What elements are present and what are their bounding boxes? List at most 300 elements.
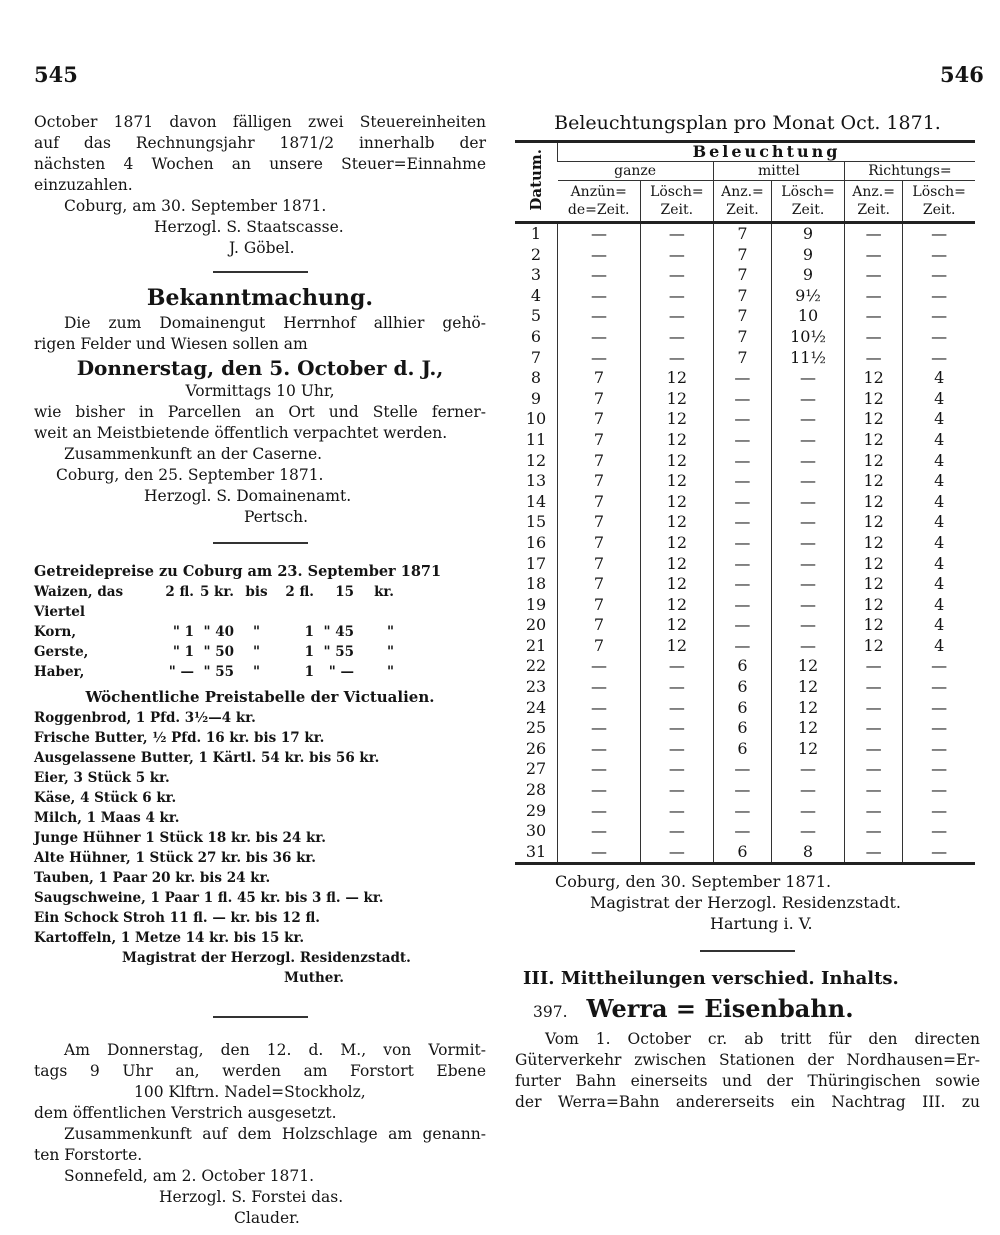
time-cell: 7 [558, 409, 641, 430]
time-cell: 10 [772, 306, 845, 327]
col-header: Zeit. [660, 202, 694, 218]
time-cell: — [903, 348, 975, 369]
time-cell: — [640, 656, 713, 677]
subheader-mittel: mittel [713, 162, 844, 181]
time-cell: — [844, 265, 902, 286]
place-date: Coburg, den 30. September 1871. [555, 872, 832, 892]
grain-cell-bis: " [252, 644, 261, 660]
time-cell: — [640, 780, 713, 801]
grain-title: Getreidepreise zu Coburg am 23. September 1871 [34, 563, 442, 580]
time-cell: 9 [772, 245, 845, 266]
time-cell: 12 [844, 512, 902, 533]
date-cell: 24 [525, 697, 547, 717]
divider [213, 542, 308, 544]
text-line: Güterverkehr zwischen Stationen der Nordhausen=Er- [515, 1051, 980, 1070]
time-cell: — [558, 842, 641, 864]
table-row [515, 677, 975, 698]
grain-cell-e: " 45 [323, 624, 354, 640]
time-cell: — [640, 265, 713, 286]
time-cell: — [772, 368, 845, 389]
time-cell: 4 [903, 554, 975, 575]
grain-cell-b: 5 kr. [199, 584, 234, 600]
text-line: der Werra=Bahn andererseits ein Nachtrag III. zu [515, 1093, 980, 1112]
time-cell: — [772, 554, 845, 575]
time-cell: 4 [903, 595, 975, 616]
page-number-right: 546 [940, 62, 984, 87]
time-cell: 12 [844, 409, 902, 430]
time-cell: — [713, 389, 771, 410]
time-cell: — [558, 348, 641, 369]
time-cell: — [640, 759, 713, 780]
grain-cell-a: " 1 [172, 624, 194, 640]
time-cell: — [640, 698, 713, 719]
time-cell: — [640, 842, 713, 864]
time-cell: — [713, 574, 771, 595]
time-cell: — [713, 615, 771, 636]
grain-cell-name: Waizen, das Viertel [34, 584, 124, 620]
date-cell: 18 [525, 574, 547, 594]
time-cell: 7 [713, 223, 771, 245]
office: Herzogl. S. Domainenamt. [144, 487, 352, 505]
time-cell: 12 [844, 595, 902, 616]
table-row [515, 533, 975, 554]
time-cell: — [772, 759, 845, 780]
time-cell: — [558, 821, 641, 842]
place-date: Coburg, am 30. September 1871. [64, 197, 327, 215]
date-cell: 6 [530, 326, 542, 346]
time-cell: 7 [558, 636, 641, 657]
right-column [515, 112, 980, 1113]
time-cell: 12 [640, 512, 713, 533]
time-cell: — [772, 780, 845, 801]
date-cell: 27 [525, 759, 547, 779]
time-cell: 6 [713, 656, 771, 677]
victual-item: Käse, 4 Stück 6 kr. [34, 790, 177, 806]
grain-cell-bis: " [252, 664, 261, 680]
grain-cell-f: " [386, 664, 394, 680]
grain-cell-name: Korn, [34, 624, 77, 640]
time-cell: 7 [558, 615, 641, 636]
time-cell: 7 [558, 595, 641, 616]
time-cell: — [772, 451, 845, 472]
time-cell: 12 [640, 409, 713, 430]
datum-header: Datum. [515, 142, 558, 223]
victual-prices [34, 686, 486, 988]
text-line: Am Donnerstag, den 12. d. M., von Vormit- [64, 1041, 486, 1059]
time-cell: 12 [844, 636, 902, 657]
time-cell: — [713, 430, 771, 451]
table-row [515, 286, 975, 307]
table-row [515, 698, 975, 719]
time-cell: 7 [558, 451, 641, 472]
time-cell: — [844, 780, 902, 801]
grain-cell-d: 2 fl. [285, 584, 314, 600]
time-cell: 12 [640, 368, 713, 389]
col-header: Lösch= [912, 184, 966, 200]
time-cell: 4 [903, 368, 975, 389]
time-cell: 4 [903, 471, 975, 492]
time-cell: 7 [558, 574, 641, 595]
time-cell: 12 [844, 492, 902, 513]
grain-table [34, 582, 486, 682]
time-cell: — [772, 574, 845, 595]
victual-item: Saugschweine, 1 Paar 1 fl. 45 kr. bis 3 fl. — kr. [34, 890, 384, 906]
time-cell: 12 [772, 698, 845, 719]
date-cell: 14 [525, 491, 547, 511]
time-cell: — [558, 656, 641, 677]
time-cell: 6 [713, 718, 771, 739]
victual-item: Milch, 1 Maas 4 kr. [34, 810, 180, 826]
grain-cell-bis: bis [245, 584, 268, 600]
time-cell: 6 [713, 677, 771, 698]
victual-item: Roggenbrod, 1 Pfd. 3½—4 kr. [34, 710, 256, 726]
time-cell: — [772, 409, 845, 430]
grain-row [34, 622, 486, 642]
signature: J. Göbel. [229, 239, 295, 257]
wood-auction [34, 1040, 486, 1229]
date-cell: 29 [525, 800, 547, 820]
date-cell: 15 [525, 512, 547, 532]
victual-item: Frische Butter, ½ Pfd. 16 kr. bis 17 kr. [34, 730, 325, 746]
time-cell: — [903, 780, 975, 801]
time-cell: — [844, 677, 902, 698]
place-date: Coburg, den 25. September 1871. [56, 466, 324, 484]
victuals-list [34, 708, 486, 948]
date-cell: 23 [525, 677, 547, 697]
office: Herzogl. S. Forstei das. [159, 1188, 344, 1206]
table-title: Beleuchtungsplan pro Monat Oct. 1871. [554, 112, 941, 134]
time-cell: 7 [558, 430, 641, 451]
text-line: October 1871 davon fälligen zwei Steuereinheiten [34, 113, 486, 131]
time-cell: — [558, 677, 641, 698]
date-cell: 3 [530, 265, 542, 285]
col-header: Zeit. [922, 202, 956, 218]
time-cell: — [903, 327, 975, 348]
signature: Clauder. [234, 1209, 300, 1227]
office: Herzogl. S. Staatscasse. [154, 218, 344, 236]
time-cell: — [844, 842, 902, 864]
time-cell: — [713, 512, 771, 533]
time-cell: — [713, 801, 771, 822]
grain-cell-e: 15 [335, 584, 354, 600]
time-cell: — [844, 718, 902, 739]
time-cell: — [903, 718, 975, 739]
time-cell: — [558, 265, 641, 286]
date-cell: 5 [530, 306, 542, 326]
time-cell: — [713, 471, 771, 492]
time-cell: — [903, 223, 975, 245]
table-row [515, 492, 975, 513]
time-cell: — [713, 554, 771, 575]
time-cell: — [844, 245, 902, 266]
time-cell: 4 [903, 512, 975, 533]
table-row [515, 223, 975, 245]
date-cell: 7 [530, 347, 542, 367]
grain-cell-a: " 1 [172, 644, 194, 660]
victual-item: Alte Hühner, 1 Stück 27 kr. bis 36 kr. [34, 850, 317, 866]
date-cell: 26 [525, 738, 547, 758]
date-cell: 16 [525, 532, 547, 552]
grain-cell-d: 1 [304, 664, 314, 680]
time-cell: 11½ [772, 348, 845, 369]
section-number: III. [523, 968, 555, 990]
time-cell: — [713, 492, 771, 513]
divider [213, 1016, 308, 1018]
signature: Muther. [284, 970, 344, 986]
time-cell: — [713, 821, 771, 842]
col-header: Anz.= [721, 184, 764, 200]
text-line: Die zum Domainengut Herrnhof allhier gehö- [64, 314, 486, 332]
grain-cell-d: 1 [304, 624, 314, 640]
time-cell: — [772, 636, 845, 657]
col-header: Zeit. [857, 202, 890, 218]
table-row [515, 512, 975, 533]
time-cell: 12 [844, 471, 902, 492]
table-row [515, 409, 975, 430]
table-row [515, 656, 975, 677]
time-cell: 12 [844, 389, 902, 410]
time-cell: — [640, 245, 713, 266]
grain-row [34, 642, 486, 662]
time-cell: — [844, 739, 902, 760]
time-cell: — [772, 615, 845, 636]
time-cell: — [640, 739, 713, 760]
grain-cell-f: kr. [374, 584, 394, 600]
time-cell: 4 [903, 636, 975, 657]
time-cell: 7 [558, 389, 641, 410]
grain-cell-b: " 50 [203, 644, 234, 660]
lighting-table [515, 140, 975, 865]
text-line: ten Forstorte. [34, 1146, 143, 1164]
time-cell: — [713, 759, 771, 780]
grain-cell-f: " [386, 624, 394, 640]
time-cell: — [772, 492, 845, 513]
date-cell: 20 [525, 615, 547, 635]
time-cell: 12 [772, 718, 845, 739]
section-iii [515, 966, 980, 1113]
date-cell: 17 [525, 553, 547, 573]
notice-title: Bekanntmachung. [146, 285, 374, 311]
time-cell: — [558, 759, 641, 780]
table-signature [515, 871, 980, 934]
victual-item: Eier, 3 Stück 5 kr. [34, 770, 170, 786]
time-cell: 4 [903, 533, 975, 554]
time-cell: — [640, 286, 713, 307]
time-cell: 12 [640, 451, 713, 472]
time-cell: — [844, 698, 902, 719]
time-cell: — [772, 595, 845, 616]
auction-time: Vormittags 10 Uhr, [185, 382, 335, 400]
date-cell: 25 [525, 718, 547, 738]
time-cell: — [640, 801, 713, 822]
time-cell: 7 [713, 306, 771, 327]
grain-cell-a: 2 fl. [165, 584, 194, 600]
text-line: weit an Meistbietende öffentlich verpachtet werden. [34, 424, 448, 442]
grain-cell-e: " 55 [323, 644, 354, 660]
time-cell: — [558, 780, 641, 801]
text-line: nächsten 4 Wochen an unsere Steuer=Einnahme [34, 155, 486, 173]
table-row [515, 821, 975, 842]
table-row [515, 430, 975, 451]
text-line: tags 9 Uhr an, werden am Forstort Ebene [34, 1062, 486, 1080]
text-line: furter Bahn einerseits und der Thüringischen sowie [515, 1072, 980, 1091]
auction-date: Donnerstag, den 5. October d. J., [76, 356, 444, 380]
time-cell: — [558, 739, 641, 760]
time-cell: — [558, 306, 641, 327]
time-cell: 7 [713, 245, 771, 266]
table-row [515, 368, 975, 389]
time-cell: — [772, 512, 845, 533]
grain-cell-name: Haber, [34, 664, 85, 680]
grain-cell-bis: " [252, 624, 261, 640]
table-row [515, 327, 975, 348]
time-cell: 4 [903, 430, 975, 451]
time-cell: — [713, 451, 771, 472]
table-row [515, 595, 975, 616]
time-cell: 9 [772, 265, 845, 286]
group-header: Beleuchtung [558, 142, 976, 162]
time-cell: 7 [558, 368, 641, 389]
table-row [515, 636, 975, 657]
grain-prices [34, 562, 486, 682]
time-cell: 12 [640, 615, 713, 636]
text-line: einzuzahlen. [34, 176, 133, 194]
text-line: auf das Rechnungsjahr 1871/2 innerhalb der [34, 134, 486, 152]
time-cell: 12 [772, 677, 845, 698]
time-cell: 6 [713, 698, 771, 719]
victual-item: Ein Schock Stroh 11 fl. — kr. bis 12 fl. [34, 910, 321, 926]
time-cell: — [640, 348, 713, 369]
time-cell: — [903, 245, 975, 266]
time-cell: 6 [713, 739, 771, 760]
time-cell: 12 [640, 389, 713, 410]
table-row [515, 471, 975, 492]
time-cell: 12 [844, 554, 902, 575]
col-header: Zeit. [791, 202, 825, 218]
tax-notice [34, 112, 486, 259]
time-cell: — [903, 265, 975, 286]
time-cell: — [558, 698, 641, 719]
time-cell: 8 [772, 842, 845, 864]
time-cell: — [640, 677, 713, 698]
time-cell: 7 [713, 286, 771, 307]
date-cell: 9 [530, 388, 542, 408]
date-cell: 11 [525, 429, 547, 449]
time-cell: 12 [772, 656, 845, 677]
col-header: de=Zeit. [567, 202, 630, 218]
text-line: wie bisher in Parcellen an Ort und Stelle ferner- [34, 403, 486, 421]
text-line: dem öffentlichen Verstrich ausgesetzt. [34, 1104, 337, 1122]
table-row [515, 739, 975, 760]
date-cell: 8 [530, 368, 542, 388]
date-cell: 31 [525, 841, 547, 861]
time-cell: — [844, 821, 902, 842]
grain-cell-f: " [386, 644, 394, 660]
time-cell: — [903, 842, 975, 864]
text-line: rigen Felder und Wiesen sollen am [34, 335, 308, 353]
table-body [515, 223, 975, 864]
date-cell: 21 [525, 635, 547, 655]
time-cell: — [903, 698, 975, 719]
date-cell: 10 [525, 409, 547, 429]
office: Magistrat der Herzogl. Residenzstadt. [590, 893, 901, 913]
time-cell: — [558, 223, 641, 245]
place-date: Sonnefeld, am 2. October 1871. [64, 1167, 315, 1185]
time-cell: 12 [844, 533, 902, 554]
time-cell: — [844, 327, 902, 348]
col-header: Lösch= [650, 184, 704, 200]
time-cell: 4 [903, 615, 975, 636]
grain-row [34, 582, 486, 622]
time-cell: 7 [558, 554, 641, 575]
table-row [515, 265, 975, 286]
time-cell: — [640, 718, 713, 739]
time-cell: — [558, 245, 641, 266]
time-cell: 12 [640, 595, 713, 616]
text-line: 100 Klftrn. Nadel=Stockholz, [134, 1083, 366, 1101]
table-row [515, 306, 975, 327]
left-column [34, 112, 486, 1229]
time-cell: — [903, 306, 975, 327]
time-cell: — [772, 471, 845, 492]
time-cell: — [713, 780, 771, 801]
time-cell: 7 [558, 471, 641, 492]
time-cell: — [558, 718, 641, 739]
date-cell: 2 [530, 244, 542, 264]
subheader-ganze: ganze [558, 162, 714, 181]
domain-notice [34, 285, 486, 528]
date-cell: 1 [530, 224, 542, 243]
time-cell: — [903, 801, 975, 822]
signature: Hartung i. V. [710, 914, 813, 934]
time-cell: 4 [903, 492, 975, 513]
time-cell: — [844, 306, 902, 327]
time-cell: 7 [713, 327, 771, 348]
time-cell: — [844, 286, 902, 307]
grain-cell-name: Gerste, [34, 644, 89, 660]
time-cell: 12 [640, 636, 713, 657]
time-cell: — [558, 801, 641, 822]
time-cell: 10½ [772, 327, 845, 348]
time-cell: — [713, 533, 771, 554]
item-number: 397. [533, 1003, 568, 1022]
time-cell: — [903, 821, 975, 842]
time-cell: 4 [903, 574, 975, 595]
date-cell: 28 [525, 780, 547, 800]
grain-cell-e: " — [328, 664, 354, 680]
time-cell: — [844, 759, 902, 780]
meeting-place: Zusammenkunft an der Caserne. [64, 445, 323, 463]
time-cell: 12 [640, 430, 713, 451]
time-cell: 12 [844, 451, 902, 472]
date-cell: 19 [525, 594, 547, 614]
table-row [515, 554, 975, 575]
time-cell: 12 [844, 615, 902, 636]
table-row [515, 245, 975, 266]
time-cell: 4 [903, 409, 975, 430]
time-cell: 7 [713, 348, 771, 369]
table-row [515, 615, 975, 636]
time-cell: — [844, 223, 902, 245]
date-cell: 22 [525, 656, 547, 676]
time-cell: — [903, 677, 975, 698]
page-number-left: 545 [34, 62, 78, 87]
table-row [515, 451, 975, 472]
text-line: Zusammenkunft auf dem Holzschlage am genann- [64, 1125, 486, 1143]
time-cell: — [558, 286, 641, 307]
table-row [515, 759, 975, 780]
grain-cell-a: " — [168, 664, 194, 680]
